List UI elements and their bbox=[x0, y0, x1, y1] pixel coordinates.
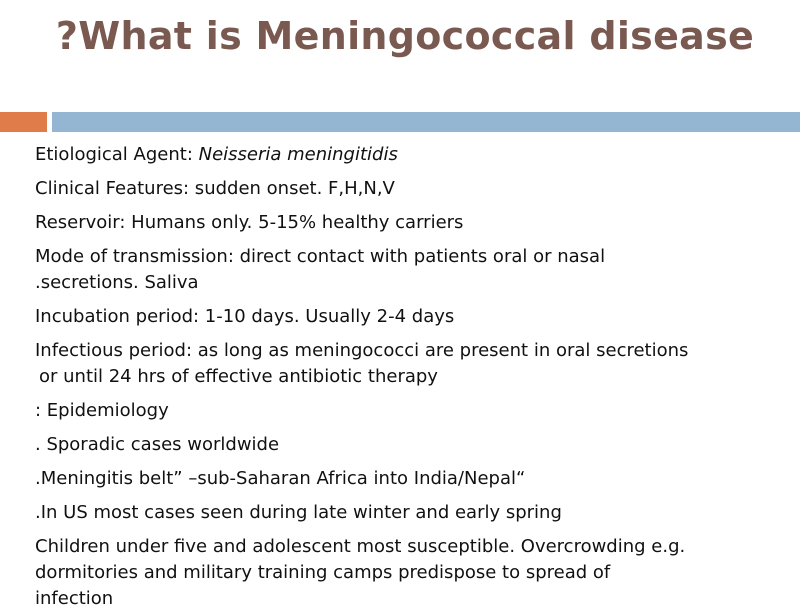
children-line-3: infection bbox=[35, 588, 114, 609]
belt-line: .Meningitis belt” –sub-Saharan Africa into India/Nepal“ bbox=[35, 468, 526, 489]
infectious-line-1: Infectious period: as long as meningococci are present in oral secretions bbox=[35, 340, 689, 361]
agent-value: Neisseria meningitidis bbox=[198, 144, 398, 165]
epidemiology-heading: : Epidemiology bbox=[35, 400, 169, 421]
slide-body bbox=[35, 142, 765, 612]
slide-title: ?What is Meningococcal disease bbox=[55, 14, 755, 58]
transmission-line-2: .secretions. Saliva bbox=[35, 272, 199, 293]
transmission-line-1: Mode of transmission: direct contact with patients oral or nasal bbox=[35, 246, 606, 267]
reservoir-line: Reservoir: Humans only. 5-15% healthy carriers bbox=[35, 212, 464, 233]
children-line-1: Children under five and adolescent most susceptible. Overcrowding e.g. bbox=[35, 536, 686, 557]
clinical-features-line: Clinical Features: sudden onset. F,H,N,V bbox=[35, 178, 395, 199]
infectious-line-2: or until 24 hrs of effective antibiotic therapy bbox=[39, 366, 438, 387]
sporadic-line: . Sporadic cases worldwide bbox=[35, 434, 280, 455]
agent-label: Etiological Agent: bbox=[35, 144, 199, 165]
accent-bar-orange bbox=[0, 112, 47, 132]
children-line-2: dormitories and military training camps predispose to spread of bbox=[35, 562, 611, 583]
us-line: .In US most cases seen during late winter and early spring bbox=[35, 502, 562, 523]
incubation-line: Incubation period: 1-10 days. Usually 2-4 days bbox=[35, 306, 455, 327]
etiological-agent-line bbox=[35, 142, 765, 168]
accent-bar-blue bbox=[52, 112, 800, 132]
